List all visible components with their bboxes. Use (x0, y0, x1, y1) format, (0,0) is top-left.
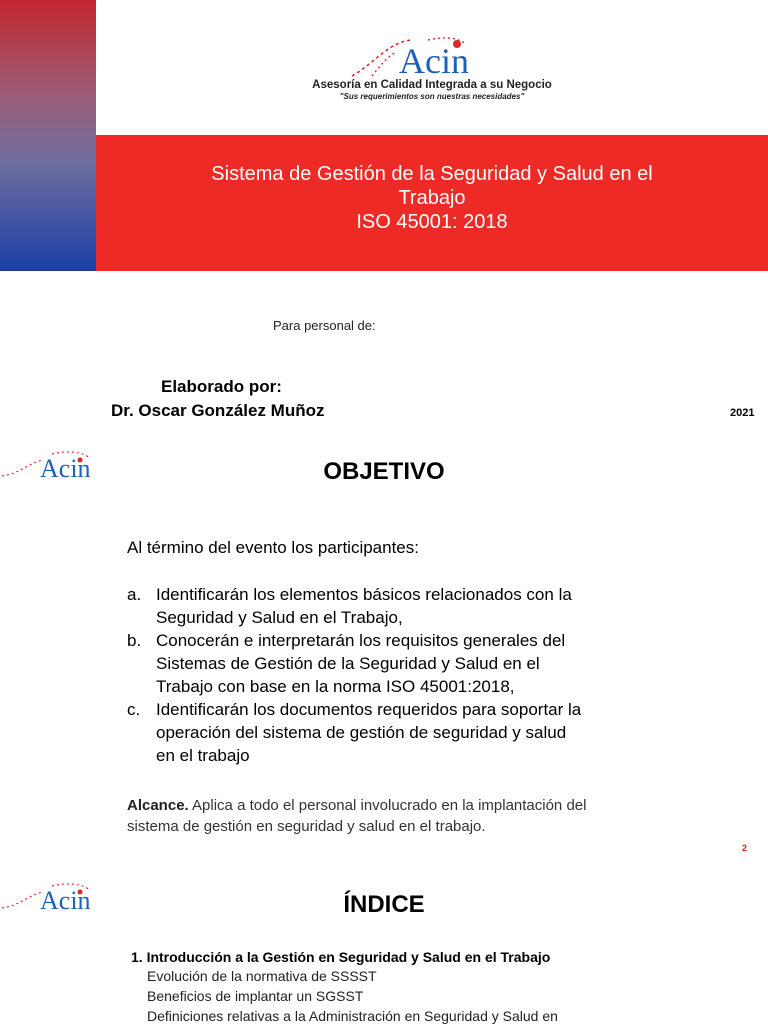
index-slide (0, 864, 768, 1024)
list-item-line: en el trabajo (156, 746, 250, 765)
objective-slide (0, 432, 768, 864)
objective-list (127, 583, 581, 767)
index-section-heading: 1. Introducción a la Gestión en Seguridad y Salud en el Trabajo (131, 949, 551, 965)
acin-logo-swoosh-icon (300, 28, 564, 80)
list-item-line: Identificarán los elementos básicos relacionados con la (156, 585, 572, 604)
scope-paragraph (127, 795, 586, 837)
acin-brand-small: Acin (40, 454, 91, 483)
objective-title: OBJETIVO (323, 458, 445, 485)
cover-title-line-2: Trabajo (398, 187, 466, 209)
cover-title-line-3: ISO 45001: 2018 (356, 211, 508, 233)
cover-title (96, 162, 768, 234)
list-item (127, 698, 581, 767)
index-title: ÍNDICE (343, 891, 425, 918)
list-item-letter: b. (127, 631, 142, 650)
gradient-panel (0, 0, 96, 271)
scope-label: Alcance. (127, 797, 189, 814)
logo-tagline: Asesoría en Calidad Integrada a su Negocio (312, 79, 552, 91)
objective-intro: Al término del evento los participantes: (127, 538, 419, 557)
list-item (127, 583, 581, 629)
index-subitem: Beneficios de implantar un SGSST (147, 988, 364, 1004)
cover-slide (0, 0, 768, 432)
acin-logo (300, 28, 564, 100)
list-item-letter: a. (127, 585, 142, 604)
index-subitem: Definiciones relativas a la Administración en Seguridad y Salud en (147, 1008, 558, 1024)
logo-motto: "Sus requerimientos son nuestras necesidades" (339, 92, 525, 101)
author-label: Elaborado por: (161, 377, 282, 396)
list-item-line: Seguridad y Salud en el Trabajo, (156, 608, 403, 627)
list-item (127, 629, 581, 698)
acin-brand-small: Acin (40, 886, 91, 915)
scope-text-line-2: sistema de gestión en seguridad y salud en el trabajo. (127, 818, 486, 835)
cover-title-line-1: Sistema de Gestión de la Seguridad y Salud en el (211, 163, 653, 185)
year-label: 2021 (730, 407, 755, 419)
list-item-line: Sistemas de Gestión de la Seguridad y Salud en el (156, 654, 540, 673)
index-subitem: Evolución de la normativa de SSSST (147, 968, 377, 984)
list-item-line: Trabajo con base en la norma ISO 45001:2018, (156, 677, 515, 696)
acin-brand: Acin (399, 41, 469, 80)
list-item-line: operación del sistema de gestión de seguridad y salud (156, 723, 567, 742)
page-number: 2 (742, 843, 748, 853)
scope-text-line-1: Aplica a todo el personal involucrado en la implantación del (192, 797, 587, 814)
audience-label: Para personal de: (273, 318, 376, 333)
list-item-line: Identificarán los documentos requeridos para soportar la (156, 700, 582, 719)
author-name: Dr. Oscar González Muñoz (111, 401, 325, 420)
list-item-line: Conocerán e interpretarán los requisitos generales del (156, 631, 566, 650)
list-item-letter: c. (127, 700, 141, 719)
